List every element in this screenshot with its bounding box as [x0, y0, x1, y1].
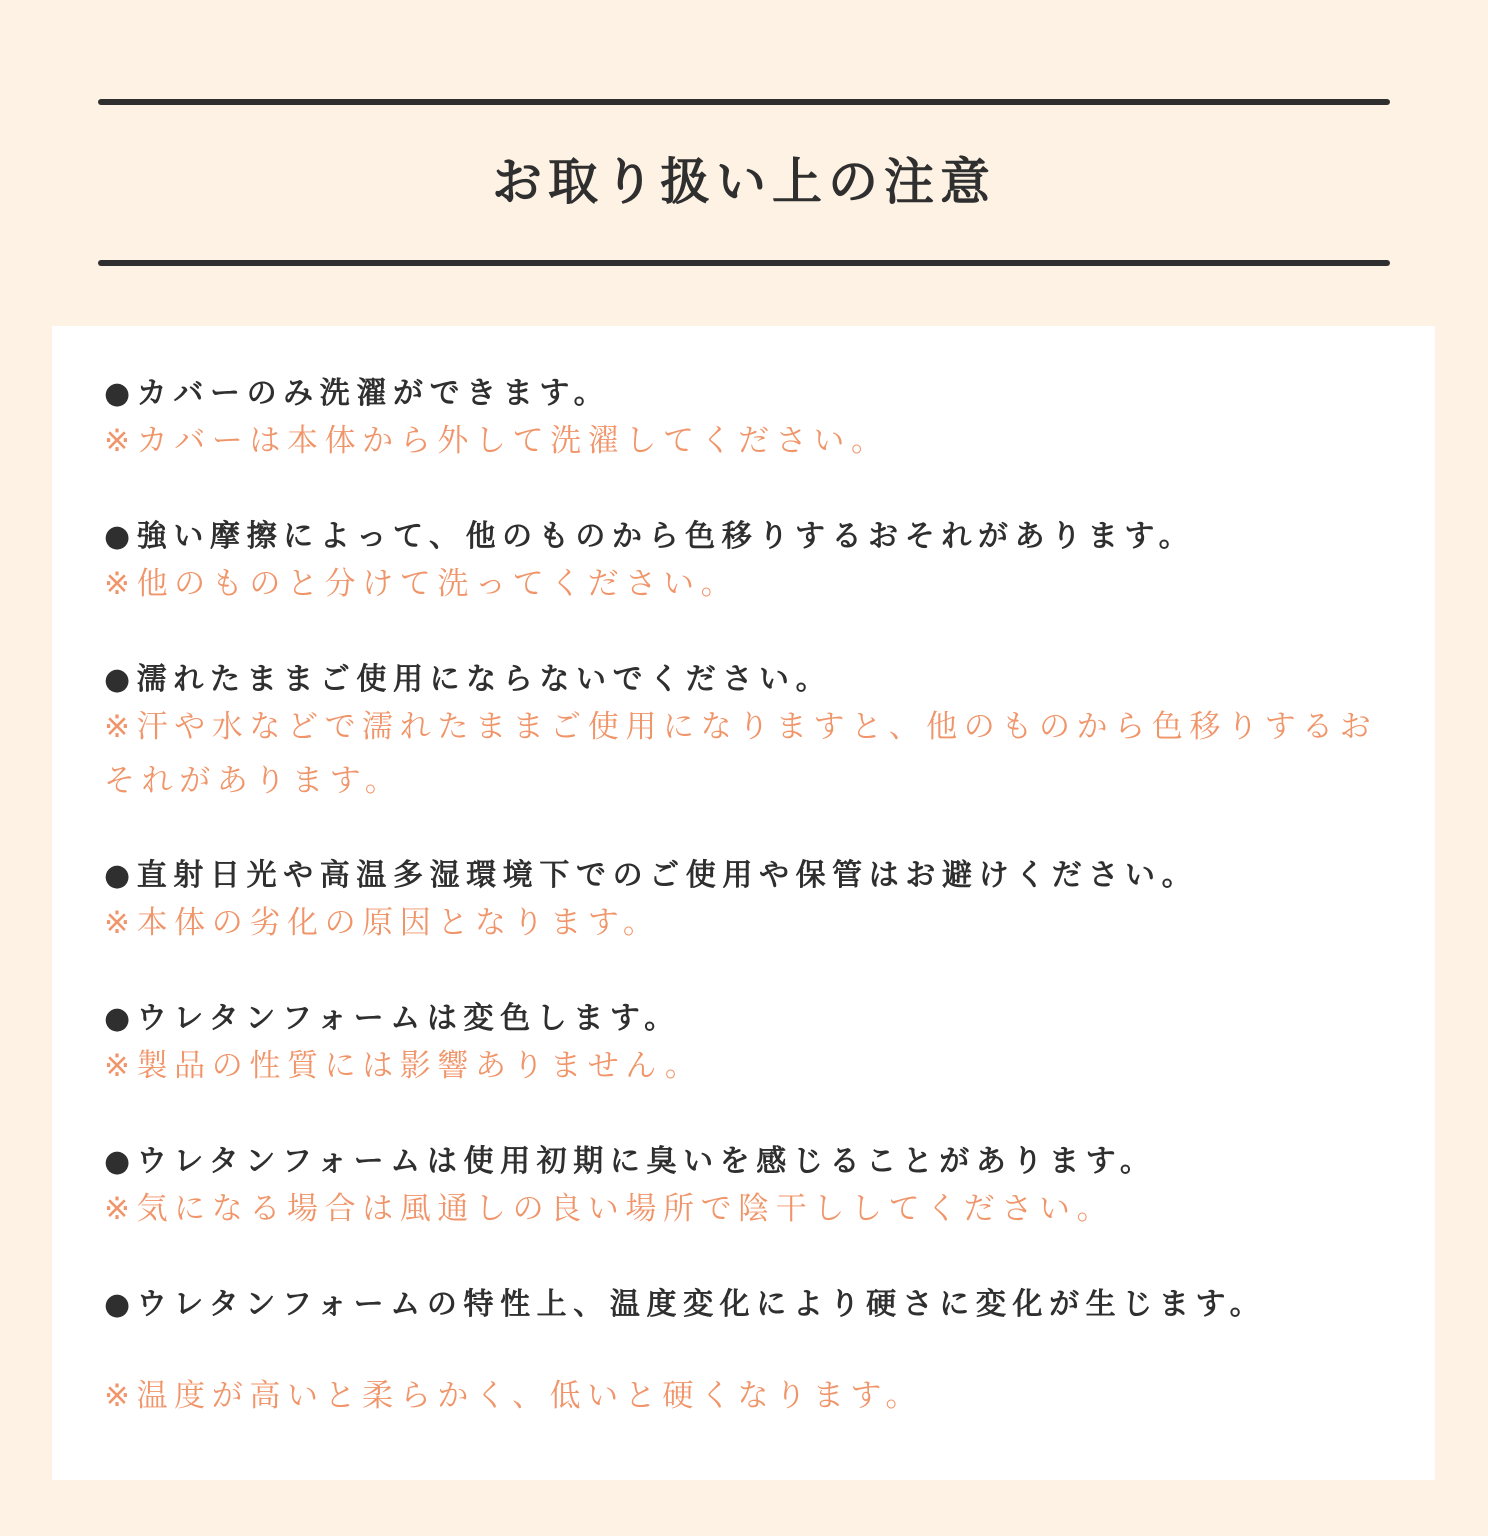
notice-point: ●ウレタンフォームは変色します。 — [104, 1001, 681, 1036]
notice-item — [104, 1285, 1394, 1423]
notice-item — [104, 374, 1394, 468]
notice-item — [104, 660, 1394, 808]
notice-item — [104, 517, 1394, 611]
notice-item — [104, 1142, 1394, 1236]
notice-point: ●強い摩擦によって、他のものから色移りするおそれがあります。 — [104, 519, 1196, 554]
notice-point: ●直射日光や高温多湿環境下でのご使用や保管はお避けください。 — [104, 858, 1199, 893]
notice-note: ※気になる場合は風通しの良い場所で陰干ししてください。 — [104, 1191, 1115, 1227]
notice-note: ※汗や水などで濡れたままご使用になりますと、他のものから色移りするおそれがあります。 — [104, 709, 1378, 799]
notice-point: ●ウレタンフォームの特性上、温度変化により硬さに変化が生じます。 — [104, 1287, 1267, 1322]
notice-note: ※温度が高いと柔らかく、低いと硬くなります。 — [104, 1378, 924, 1414]
notice-note: ※製品の性質には影響ありません。 — [104, 1048, 703, 1084]
notice-note: ※他のものと分けて洗ってください。 — [104, 566, 739, 602]
notice-item — [104, 999, 1394, 1093]
notice-note: ※本体の劣化の原因となります。 — [104, 905, 661, 941]
page-title: お取り扱い上の注意 — [492, 153, 996, 211]
title-top-rule — [98, 99, 1390, 105]
title-bottom-rule — [98, 260, 1390, 266]
notice-note: ※カバーは本体から外して洗濯してください。 — [104, 423, 889, 459]
notice-point: ●カバーのみ洗濯ができます。 — [104, 376, 611, 411]
notice-point: ●濡れたままご使用にならないでください。 — [104, 662, 833, 697]
notice-item — [104, 856, 1394, 950]
notice-point: ●ウレタンフォームは使用初期に臭いを感じることがあります。 — [104, 1144, 1157, 1179]
